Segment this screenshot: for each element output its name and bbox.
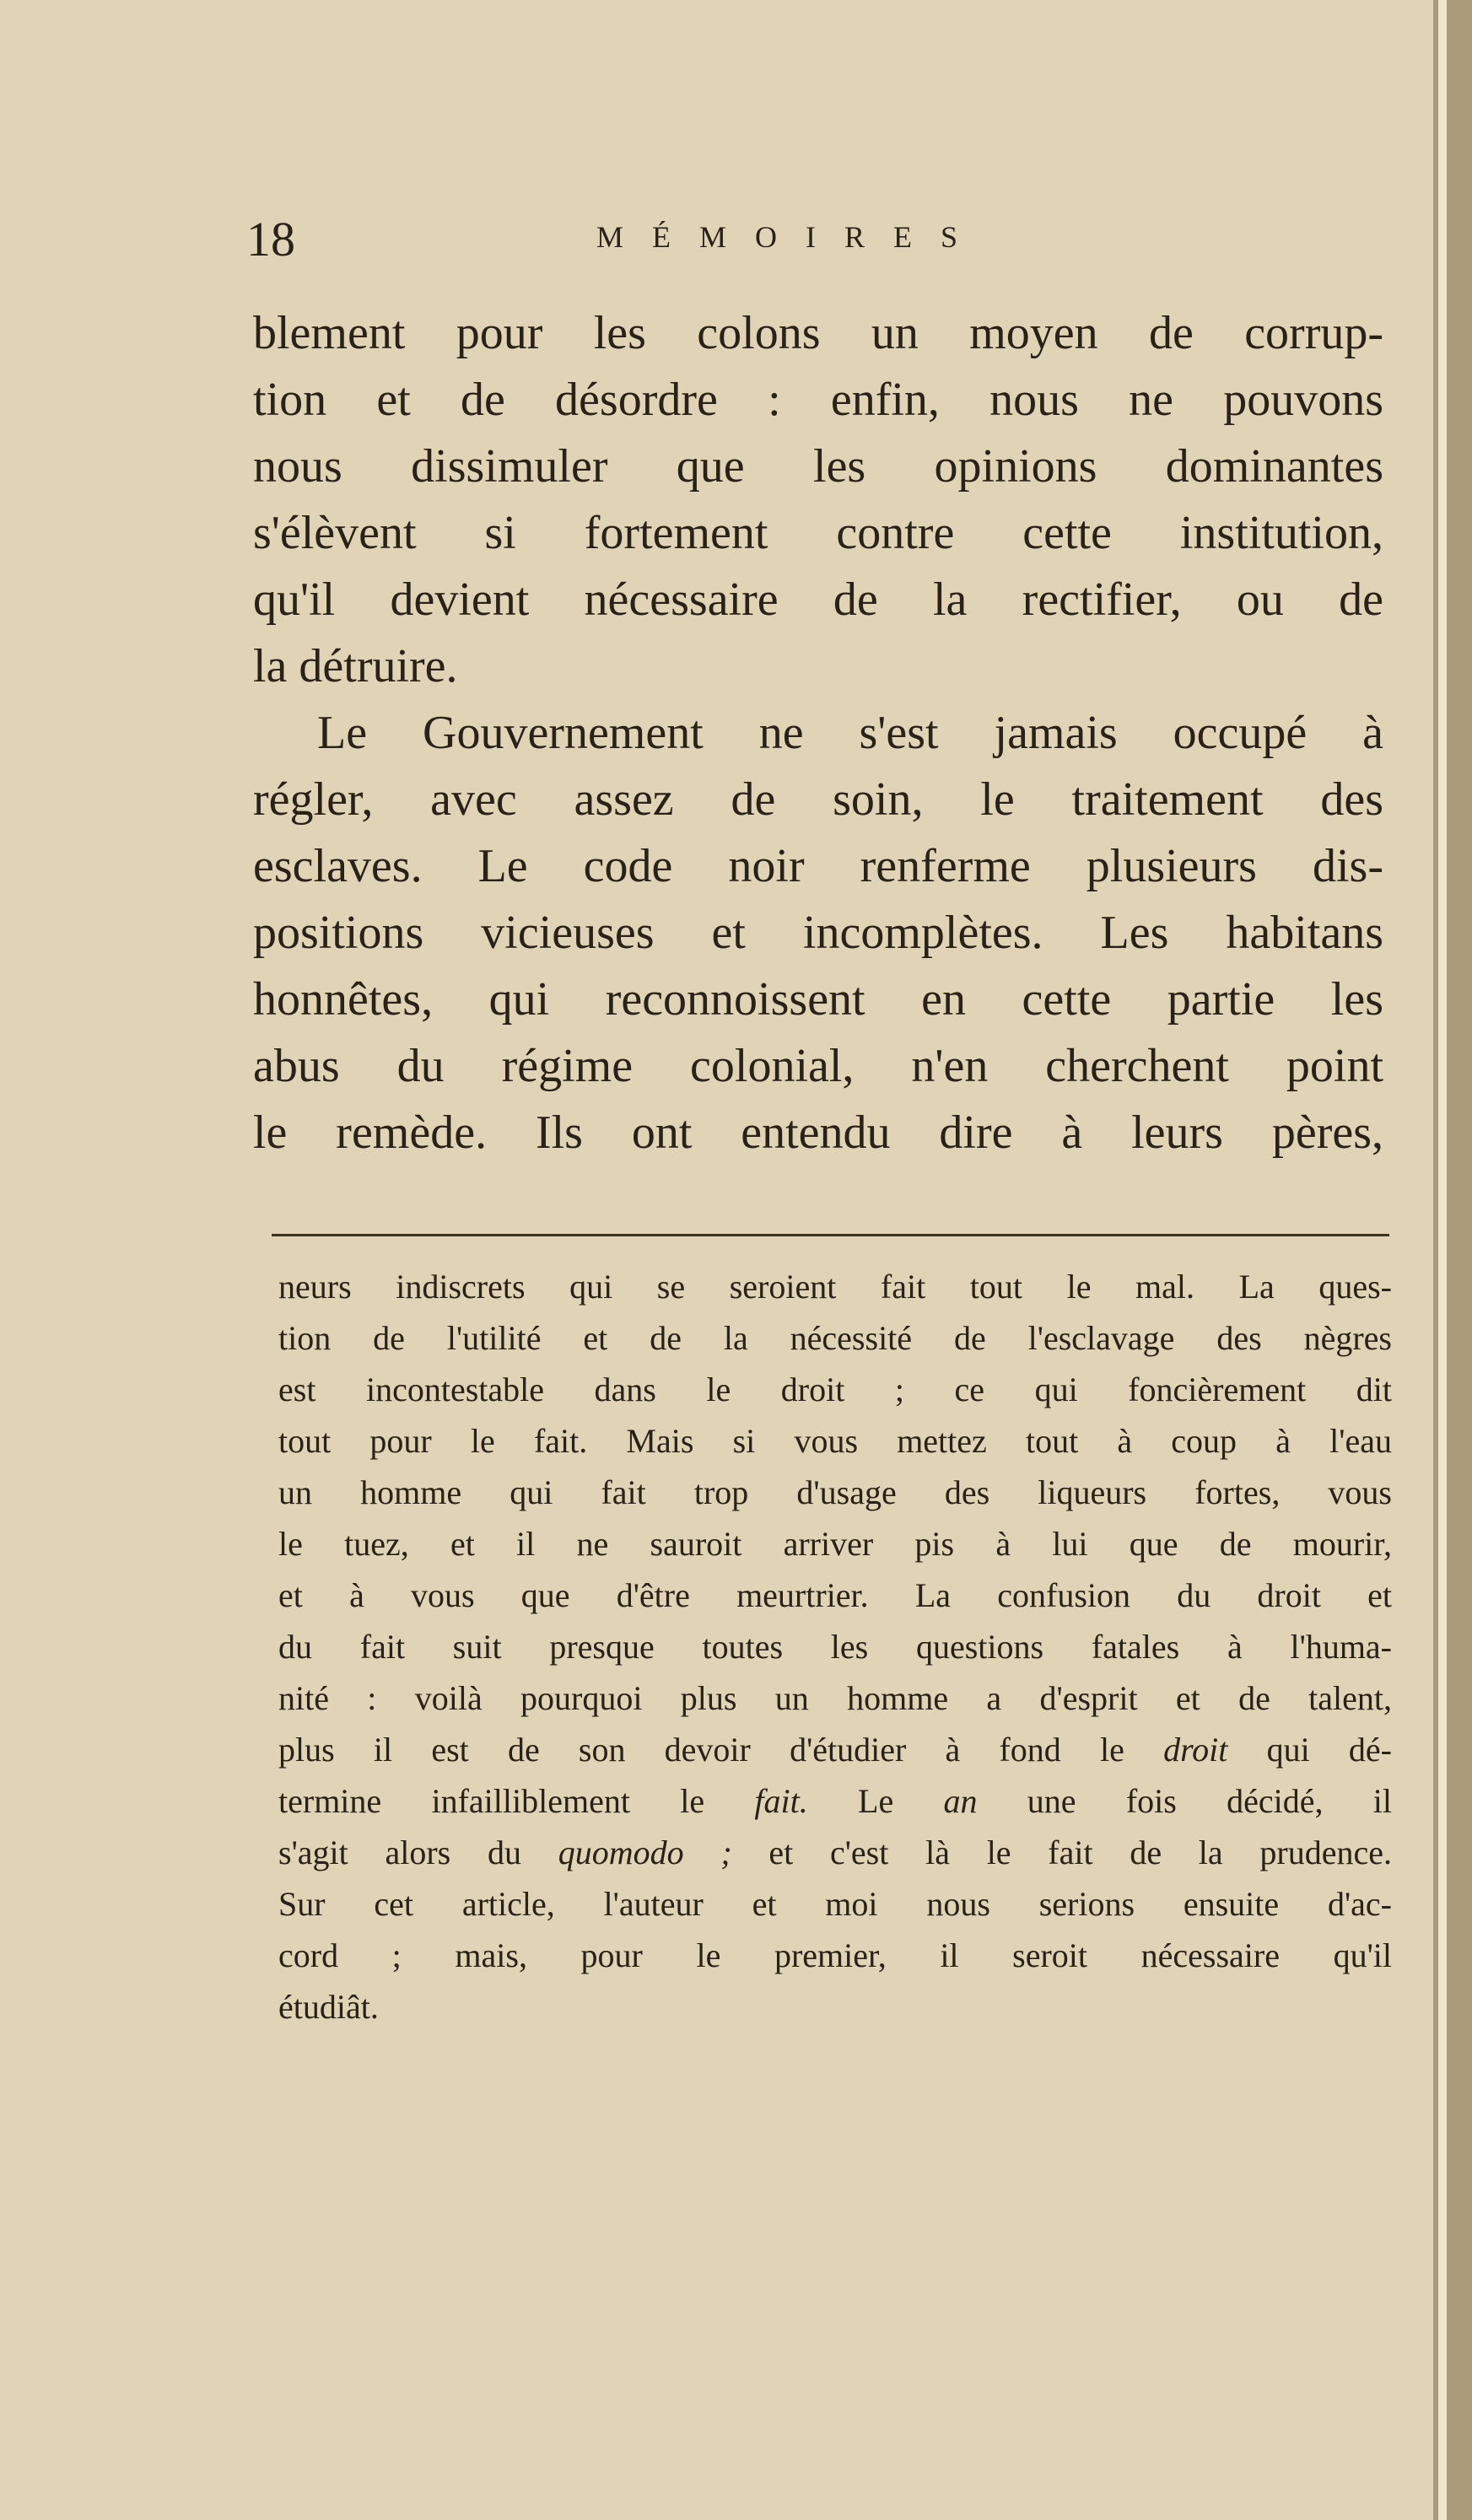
footnote-line <box>278 1775 1392 1827</box>
footnote-text: et c'est là le fait de la prudence. <box>731 1833 1392 1871</box>
footnote-line: nité : voilà pourquoi plus un homme a d'esprit et de talent, <box>278 1679 1392 1717</box>
text-line: la détruire. <box>253 640 458 692</box>
footnote-italic: droit <box>1163 1731 1228 1769</box>
footnote-line <box>278 1827 1392 1878</box>
footnote-text: Le <box>807 1782 944 1820</box>
footnote-line: du fait suit presque toutes les questions fatales à l'huma- <box>278 1628 1392 1666</box>
footnote-line: le tuez, et il ne sauroit arriver pis à lui que de mourir, <box>278 1525 1392 1563</box>
footnote-text: s'agit alors du <box>278 1833 558 1871</box>
footnote-line: tout pour le fait. Mais si vous mettez tout à coup à l'eau <box>278 1422 1392 1460</box>
text-line: s'élèvent si fortement contre cette institution, <box>253 507 1383 559</box>
text-line: blement pour les colons un moyen de corrup- <box>253 307 1383 359</box>
text-line: tion et de désordre : enfin, nous ne pouvons <box>253 374 1383 426</box>
footnote-line: Sur cet article, l'auteur et moi nous serions ensuite d'ac- <box>278 1885 1392 1923</box>
running-title: MÉMOIRES <box>596 220 987 254</box>
text-line: régler, avec assez de soin, le traitement des <box>253 773 1383 826</box>
footnote-text: une fois décidé, il <box>977 1782 1393 1820</box>
footnote <box>278 1261 1392 2033</box>
footnote-rule <box>272 1234 1389 1236</box>
footnote-line: tion de l'utilité et de la nécessité de l'esclavage des nègres <box>278 1319 1392 1357</box>
text-line: Le Gouvernement ne s'est jamais occupé à <box>317 707 1383 759</box>
footnote-line: est incontestable dans le droit ; ce qui foncièrement dit <box>278 1370 1392 1408</box>
text-line: esclaves. Le code noir renferme plusieurs dis- <box>253 840 1383 892</box>
footnote-text: qui dé- <box>1227 1731 1392 1769</box>
footnote-line: cord ; mais, pour le premier, il seroit nécessaire qu'il <box>278 1936 1392 1974</box>
footnote-line: et à vous que d'être meurtrier. La confusion du droit et <box>278 1576 1392 1614</box>
page-header <box>246 211 1394 278</box>
text-line: honnêtes, qui reconnoissent en cette partie les <box>253 973 1383 1026</box>
footnote-italic: fait. <box>754 1782 808 1820</box>
page-edge <box>1438 0 1447 2520</box>
footnote-text: plus il est de son devoir d'étudier à fond le <box>278 1731 1164 1769</box>
page-number: 18 <box>246 212 295 267</box>
text-line: positions vicieuses et incomplètes. Les habitans <box>253 907 1383 959</box>
footnote-italic: an <box>943 1782 978 1820</box>
text-line: nous dissimuler que les opinions dominantes <box>253 440 1383 493</box>
footnote-text: termine infailliblement le <box>278 1782 755 1820</box>
footnote-italic: quomodo ; <box>558 1833 732 1871</box>
footnote-line: un homme qui fait trop d'usage des liqueurs fortes, vous <box>278 1473 1392 1511</box>
main-text <box>253 300 1383 1166</box>
text-line: le remède. Ils ont entendu dire à leurs pères, <box>253 1107 1383 1159</box>
footnote-line: neurs indiscrets qui se seroient fait tout le mal. La ques- <box>278 1268 1392 1306</box>
footnote-line <box>278 1724 1392 1775</box>
text-line: abus du régime colonial, n'en cherchent point <box>253 1040 1383 1092</box>
text-line: qu'il devient nécessaire de la rectifier, ou de <box>253 573 1383 626</box>
footnote-line: étudiât. <box>278 1988 379 2026</box>
